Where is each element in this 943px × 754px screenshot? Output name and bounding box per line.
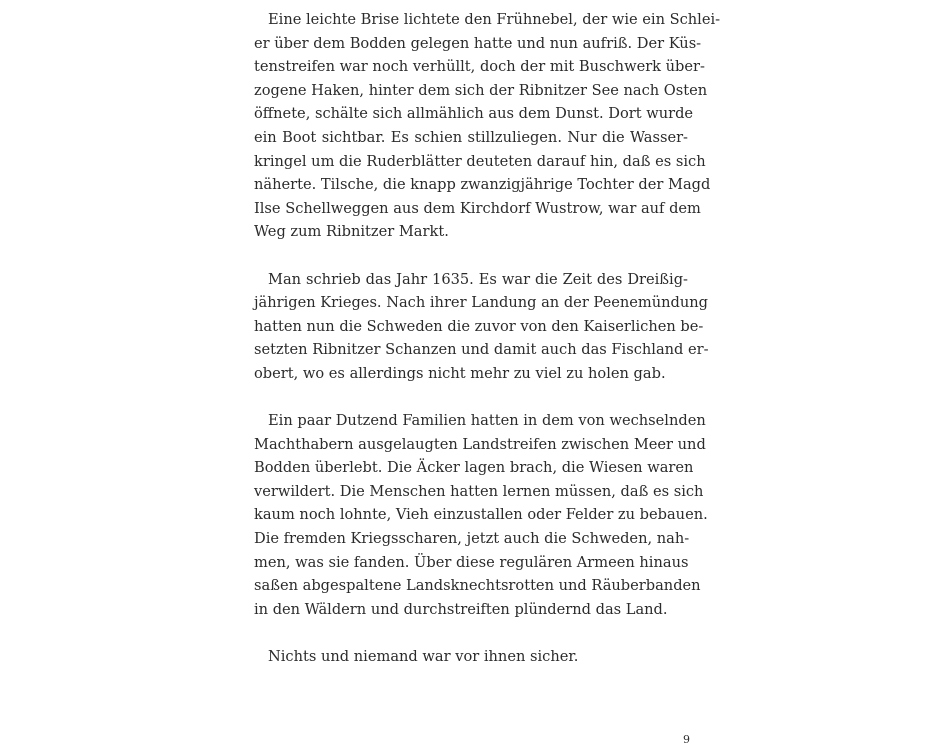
text-line: kringel um die Ruderblätter deuteten darauf hin, daß es sich — [254, 152, 706, 170]
text-line: obert, wo es allerdings nicht mehr zu viel zu holen gab. — [254, 364, 666, 382]
text-line: öffnete, schälte sich allmählich aus dem Dunst. Dort wurde — [254, 105, 694, 123]
text-line: Ein paar Dutzend Familien hatten in dem von wechselnden — [268, 412, 706, 430]
text-line: Bodden überlebt. Die Äcker lagen brach, die Wiesen waren — [254, 459, 694, 477]
text-line: jährigen Krieges. Nach ihrer Landung an der Peenemündung — [254, 294, 709, 312]
text-line: näherte. Tilsche, die knapp zwanzigjährige Tochter der Magd — [254, 176, 711, 194]
text-line: Ilse Schellweggen aus dem Kirchdorf Wustrow, war auf dem — [254, 199, 701, 217]
body-text — [254, 8, 721, 692]
text-line: men, was sie fanden. Über diese regulären Armeen hinaus — [254, 553, 689, 571]
paragraph-4 — [254, 645, 688, 669]
text-line: er über dem Bodden gelegen hatte und nun aufriß. Der Küs- — [254, 34, 702, 52]
paragraph-2 — [254, 268, 709, 386]
text-line: Weg zum Ribnitzer Markt. — [254, 223, 449, 241]
text-line: Machthabern ausgelaugten Landstreifen zwischen Meer und — [254, 435, 706, 453]
text-line: verwildert. Die Menschen hatten lernen müssen, daß es sich — [254, 482, 704, 500]
text-line: Eine leichte Brise lichtete den Frühnebel, der wie ein Schlei- — [268, 11, 721, 28]
text-line: kaum noch lohnte, Vieh einzustallen oder Felder zu bebauen. — [254, 506, 708, 524]
text-line: saßen abgespaltene Landsknechtsrotten und Räuberbanden — [254, 577, 701, 595]
paragraph-3 — [254, 409, 708, 621]
text-line: Man schrieb das Jahr 1635. Es war die Zeit des Dreißig- — [268, 270, 688, 288]
text-line: setzten Ribnitzer Schanzen und damit auch das Fischland er- — [254, 341, 709, 359]
page-number: 9 — [683, 733, 690, 746]
text-line: Die fremden Kriegsscharen, jetzt auch die Schweden, nah- — [254, 530, 690, 548]
text-line: in den Wäldern und durchstreiften plündernd das Land. — [254, 600, 668, 618]
text-line: Nichts und niemand war vor ihnen sicher. — [268, 648, 579, 666]
text-line: ein Boot sichtbar. Es schien stillzuliegen. Nur die Wasser- — [254, 128, 688, 146]
text-line: zogene Haken, hinter dem sich der Ribnitzer See nach Osten — [254, 81, 708, 99]
text-line: hatten nun die Schweden die zuvor von den Kaiserlichen be- — [254, 317, 704, 335]
paragraph-1 — [254, 8, 721, 244]
text-line: tenstreifen war noch verhüllt, doch der mit Buschwerk über- — [254, 58, 705, 76]
